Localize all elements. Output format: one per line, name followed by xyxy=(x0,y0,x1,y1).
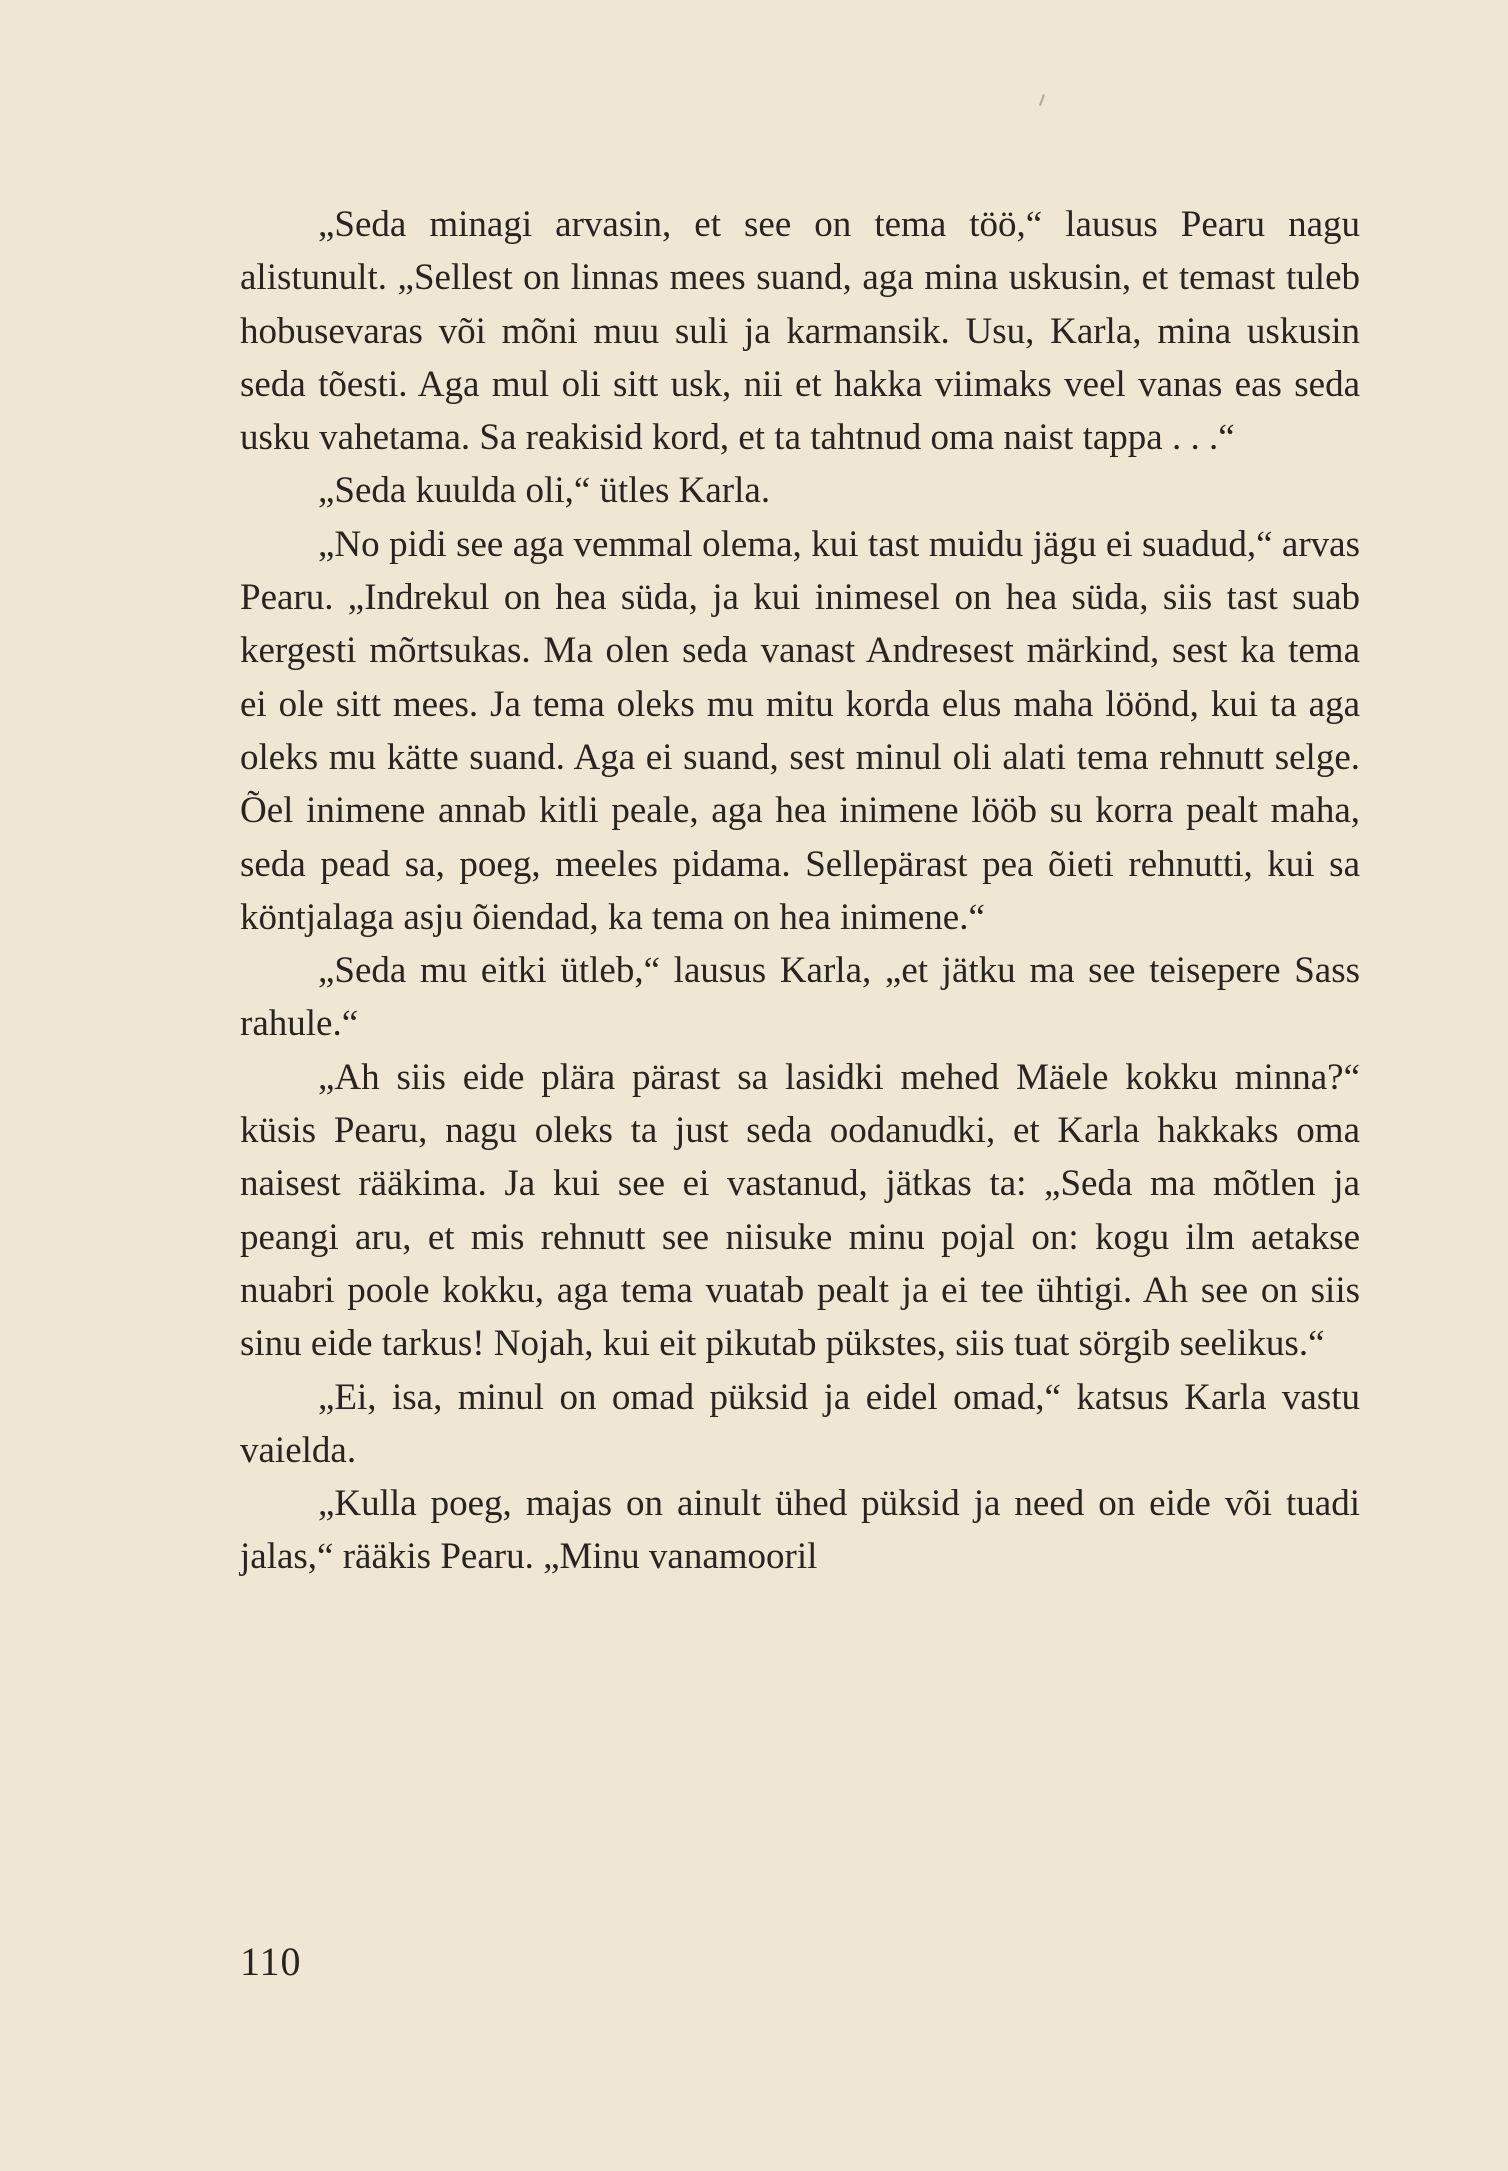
paper-speck xyxy=(1039,94,1045,106)
paragraph: „Seda mu eitki ütleb,“ lausus Karla, „et jätku ma see teisepere Sass rahule.“ xyxy=(240,950,1360,1045)
paragraph: „No pidi see aga vemmal olema, kui tast muidu jägu ei suadud,“ arvas Pearu. „Indrekul on hea süda, ja kui inimesel on hea süda, siis tast suab kergesti mõrtsukas. Ma olen seda vanast Andresest märkind, sest ka tema ei ole sitt mees. Ja tema oleks mu mitu korda elus maha löönd, kui ta aga oleks mu kätte suand. Aga ei suand, sest minul oli alati tema rehnutt selge. Õel inimene annab kitli peale, aga hea inimene lööb su korra pealt maha, seda pead sa, poeg, meeles pidama. Sellepärast pea õieti rehnutti, kui sa köntjalaga asju õiendad, ka tema on hea inimene.“ xyxy=(240,523,1360,938)
paragraph: „Ei, isa, minul on omad püksid ja eidel omad,“ katsus Karla vastu vaielda. xyxy=(240,1376,1360,1471)
paragraph: „Seda minagi arvasin, et see on tema töö,“ lausus Pearu nagu alistunult. „Sellest on linnas mees suand, aga mina uskusin, et temast tuleb hobusevaras või mõni muu suli ja karmansik. Usu, Karla, mina uskusin seda tõesti. Aga mul oli sitt usk, nii et hakka viimaks veel vanas eas seda usku vahetama. Sa reakisid kord, et ta tahtnud oma naist tappa . . .“ xyxy=(240,204,1360,459)
paragraph: „Seda kuulda oli,“ ütles Karla. xyxy=(318,470,771,512)
paragraph: „Kulla poeg, majas on ainult ühed püksid ja need on eide või tuadi jalas,“ rääkis Pearu. „Minu vanamooril xyxy=(240,1483,1360,1578)
paragraph: „Ah siis eide plära pärast sa lasidki mehed Mäele kokku minna?“ küsis Pearu, nagu oleks ta just seda oodanudki, et Karla hakkaks oma naisest rääkima. Ja kui see ei vastanud, jätkas ta: „Seda ma mõtlen ja peangi aru, et mis rehnutt see niisuke minu pojal on: kogu ilm aetakse nuabri poole kokku, aga tema vuatab pealt ja ei tee ühtigi. Ah see on siis sinu eide tarkus! Nojah, kui eit pikutab pükstes, siis tuat sörgib seelikus.“ xyxy=(240,1056,1360,1365)
page-number: 110 xyxy=(240,1939,302,1984)
body-text xyxy=(240,198,1360,1584)
